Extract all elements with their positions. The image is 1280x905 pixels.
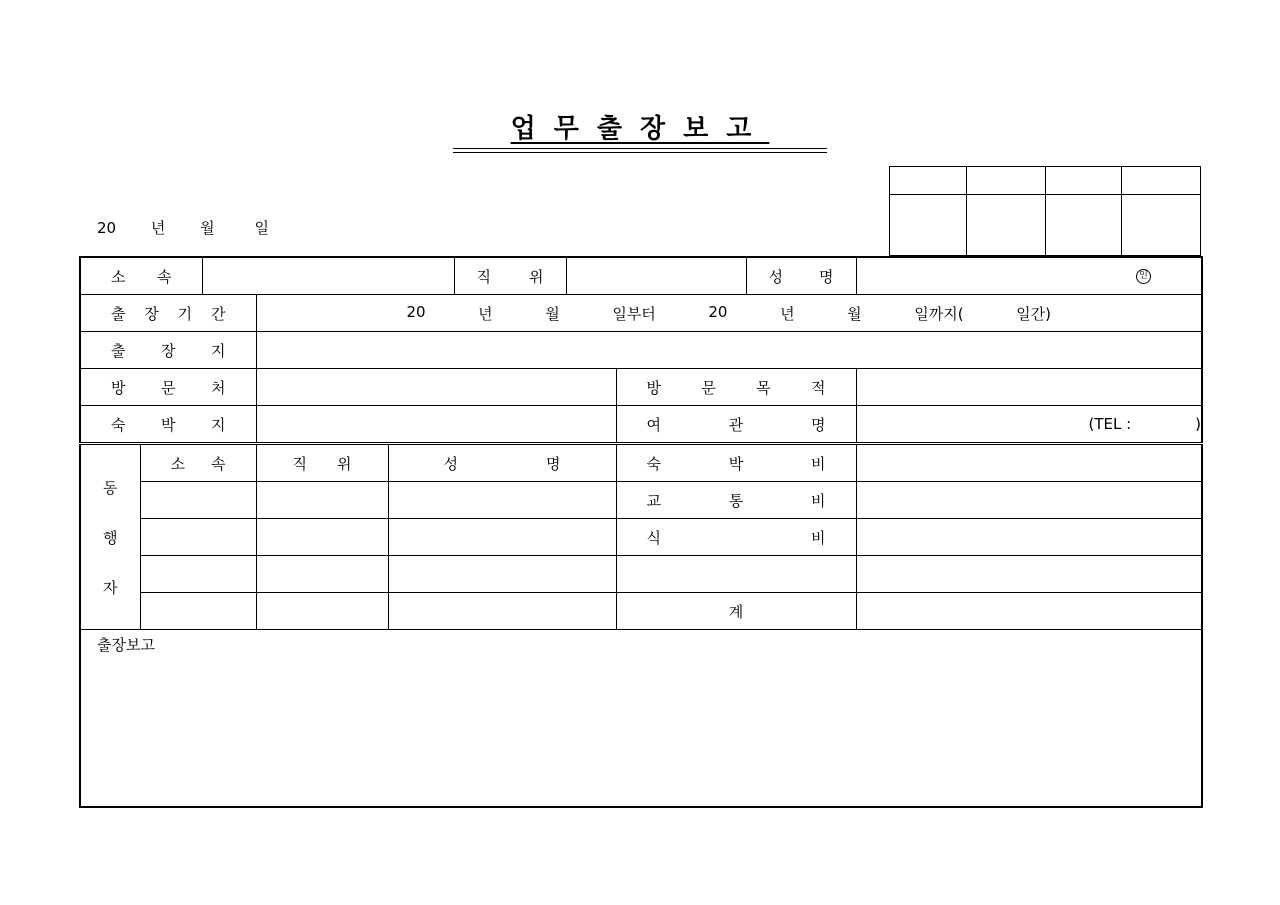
period-label: 출 장 기 간 [80,295,256,332]
companion-position-cell[interactable] [256,482,388,519]
approval-header-cell [967,167,1046,195]
total-cost-label: 계 [616,593,856,630]
companion-affiliation-header: 소 속 [140,444,256,482]
companion-name-cell[interactable] [388,556,616,593]
destination-label: 출 장 지 [80,332,256,369]
visit-place-value[interactable] [256,369,616,406]
transport-cost-value[interactable] [856,482,1202,519]
seal-icon: 인 [1136,269,1151,284]
date-month-unit: 월 [200,219,215,237]
date-day-unit: 일 [254,219,269,237]
affiliation-label: 소 속 [80,257,202,295]
companion-position-header: 직 위 [256,444,388,482]
lodging-label: 숙 박 지 [80,406,256,444]
position-label: 직 위 [454,257,566,295]
companion-affiliation-cell[interactable] [140,519,256,556]
inn-name-label: 여 관 명 [616,406,856,444]
meal-cost-label: 식 비 [616,519,856,556]
name-value[interactable] [856,257,1202,295]
lodging-value[interactable] [256,406,616,444]
companion-name-cell[interactable] [388,519,616,556]
visit-purpose-label: 방 문 목 적 [616,369,856,406]
companion-affiliation-cell[interactable] [140,482,256,519]
position-value[interactable] [566,257,746,295]
page-title: 업무출장보고 [510,114,770,144]
period-value[interactable]: 20 년 월 일부터 20 년 월 일까지( 일간) [256,295,1202,332]
companion-position-cell[interactable] [256,519,388,556]
companion-position-cell[interactable] [256,593,388,630]
report-body[interactable] [80,630,1202,808]
lodging-cost-value[interactable] [856,444,1202,482]
report-label: 출장보고 [97,636,155,654]
companion-affiliation-cell[interactable] [140,556,256,593]
approval-header-cell [1046,167,1122,195]
approval-sign-cell [890,195,967,256]
approval-box [889,166,1201,256]
approval-sign-cell [967,195,1046,256]
affiliation-value[interactable] [202,257,454,295]
visit-purpose-value[interactable] [856,369,1202,406]
transport-cost-label: 교 통 비 [616,482,856,519]
extra-cost-label[interactable] [616,556,856,593]
date-year-unit: 년 [150,219,166,237]
companion-label: 동 행 자 [80,444,140,630]
total-cost-value[interactable] [856,593,1202,630]
meal-cost-value[interactable] [856,519,1202,556]
companion-name-cell[interactable] [388,593,616,630]
visit-place-label: 방 문 처 [80,369,256,406]
trip-report-table [79,256,1203,808]
companion-affiliation-cell[interactable] [140,593,256,630]
companion-name-header: 성 명 [388,444,616,482]
approval-sign-cell [1122,195,1201,256]
approval-header-cell [1122,167,1201,195]
date-year: 20 [97,219,117,237]
name-label: 성 명 [746,257,856,295]
approval-sign-cell [1046,195,1122,256]
inn-name-value[interactable]: (TEL : ) [856,406,1202,444]
destination-value[interactable] [256,332,1202,369]
report-date [97,217,269,238]
title-double-underline [453,148,827,153]
extra-cost-value[interactable] [856,556,1202,593]
approval-header-cell [890,167,967,195]
companion-position-cell[interactable] [256,556,388,593]
companion-name-cell[interactable] [388,482,616,519]
lodging-cost-label: 숙 박 비 [616,444,856,482]
